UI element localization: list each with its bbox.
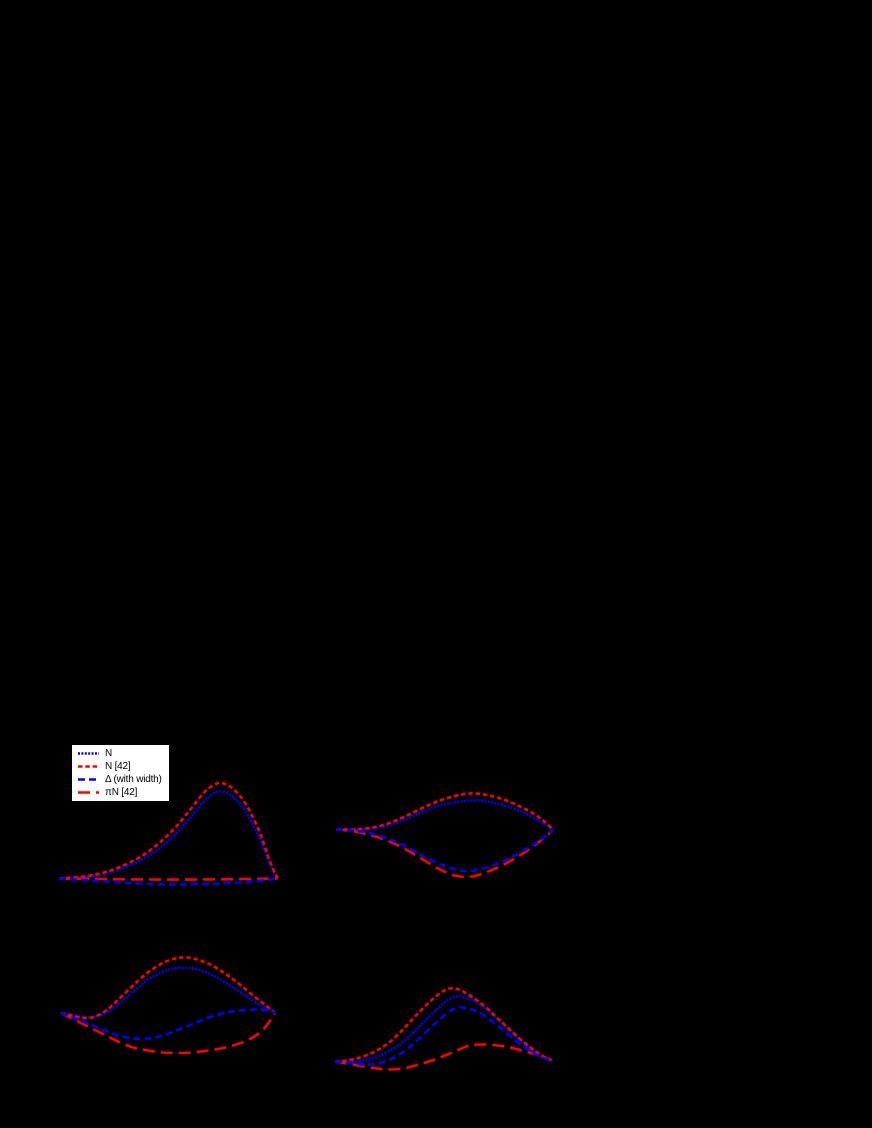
legend-item [77, 761, 168, 773]
legend-line-sample-icon [77, 762, 100, 771]
legend [71, 744, 170, 802]
legend-line-sample-icon [77, 788, 100, 797]
legend-line-sample-icon [77, 775, 100, 784]
legend-item-label: N [105, 747, 113, 759]
legend-line-sample-icon [77, 749, 100, 758]
legend-item-label: N [42] [105, 760, 131, 772]
legend-item [77, 787, 168, 799]
legend-item [77, 748, 168, 760]
legend-item [77, 774, 168, 786]
legend-item-label: πN [42] [105, 786, 138, 798]
legend-item-label: Δ (with width) [105, 773, 162, 785]
